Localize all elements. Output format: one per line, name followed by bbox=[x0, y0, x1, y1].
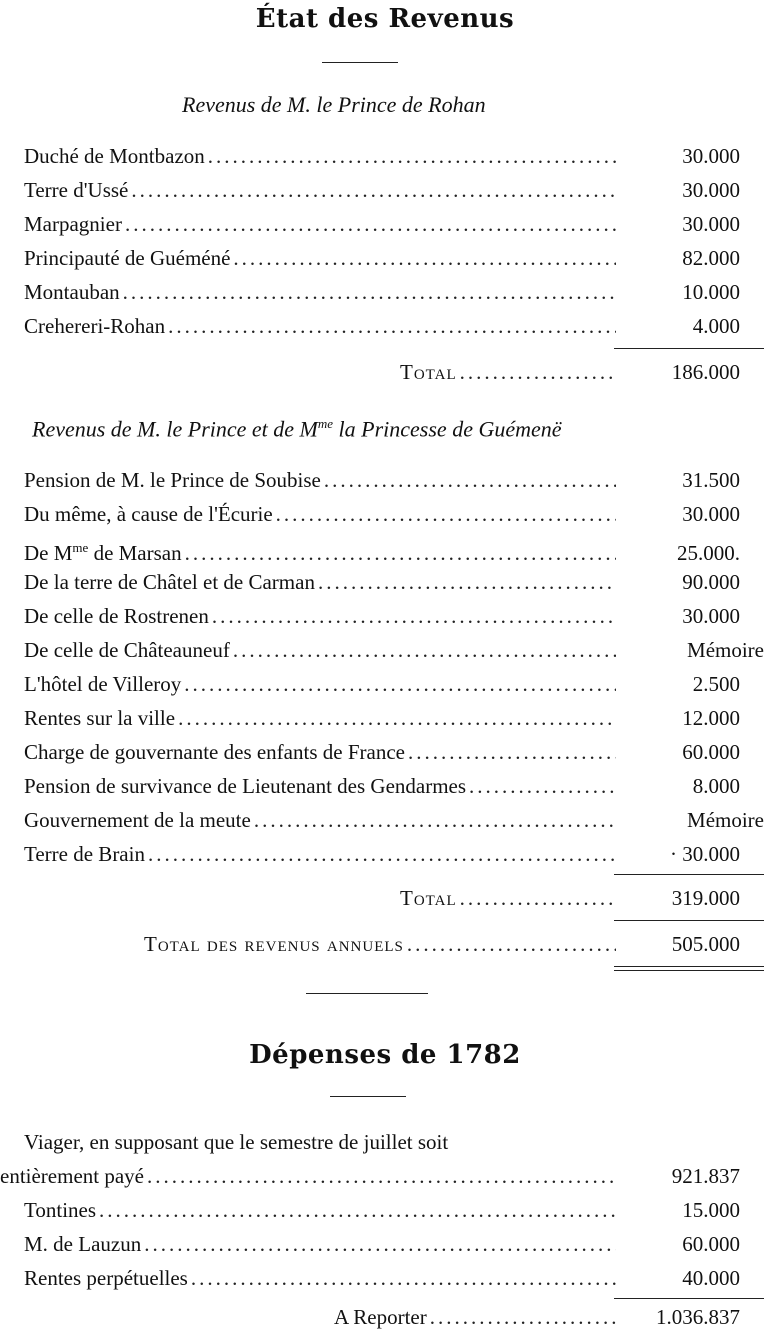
item-amount: Mémoire bbox=[687, 808, 764, 832]
item-amount: 2.500 bbox=[692, 672, 740, 696]
item-amount: 30.000 bbox=[682, 502, 740, 526]
item-label: De la terre de Châtel et de Carman bbox=[24, 570, 315, 594]
list-item bbox=[24, 498, 740, 530]
heading-sup: me bbox=[317, 416, 334, 431]
depenses-intro: Viager, en supposant que le semestre de juillet soit bbox=[24, 1130, 449, 1154]
item-label bbox=[24, 532, 182, 569]
sum-rule bbox=[614, 1298, 764, 1299]
item-label: Terre de Brain bbox=[24, 842, 145, 866]
dot-leader bbox=[469, 770, 616, 802]
list-item bbox=[24, 634, 764, 666]
total-amount: 186.000 bbox=[671, 360, 740, 384]
total-label: Total bbox=[400, 360, 457, 384]
double-rule bbox=[614, 966, 764, 971]
label-sup: me bbox=[72, 540, 89, 555]
heading-part: Revenus de M. le Prince et de M bbox=[32, 416, 318, 442]
item-amount: 30.000 bbox=[682, 604, 740, 628]
item-label: M. de Lauzun bbox=[24, 1232, 142, 1256]
item-amount: Mémoire bbox=[687, 638, 764, 662]
dot-leader bbox=[178, 702, 616, 734]
item-amount: 60.000 bbox=[682, 740, 740, 764]
item-label: Marpagnier bbox=[24, 212, 122, 236]
dot-leader bbox=[168, 310, 616, 342]
item-amount: 12.000 bbox=[682, 706, 740, 730]
dot-leader bbox=[460, 356, 616, 388]
item-amount: 921.837 bbox=[671, 1164, 740, 1188]
list-item bbox=[24, 140, 740, 172]
sum-rule bbox=[614, 874, 764, 875]
item-label: De celle de Châteauneuf bbox=[24, 638, 230, 662]
item-amount: 60.000 bbox=[682, 1232, 740, 1256]
list-item bbox=[24, 310, 740, 342]
item-label: Montauban bbox=[24, 280, 120, 304]
depenses-title: Dépenses de 1782 bbox=[249, 1040, 521, 1070]
dot-leader bbox=[185, 537, 616, 569]
item-amount: 25.000. bbox=[677, 541, 740, 565]
dot-leader bbox=[184, 668, 616, 700]
list-item bbox=[0, 1160, 740, 1192]
dot-leader bbox=[408, 736, 616, 768]
item-amount: · 30.000 bbox=[670, 842, 740, 866]
item-label: Crehereri-Rohan bbox=[24, 314, 166, 338]
list-item bbox=[24, 1194, 740, 1226]
item-amount: 30.000 bbox=[682, 178, 740, 202]
dot-leader bbox=[99, 1194, 616, 1226]
list-item bbox=[24, 838, 740, 870]
item-label: Pension de survivance de Lieutenant des Gendarmes bbox=[24, 774, 467, 798]
grand-total-label: Total des revenus annuels bbox=[144, 932, 404, 956]
list-item bbox=[24, 1262, 740, 1294]
item-label: entièrement payé bbox=[0, 1164, 145, 1188]
item-amount: 90.000 bbox=[682, 570, 740, 594]
dot-leader bbox=[191, 1262, 616, 1294]
grand-total-amount: 505.000 bbox=[671, 932, 740, 956]
report-amount: 1.036.837 bbox=[656, 1305, 740, 1329]
dot-leader bbox=[212, 600, 616, 632]
list-item bbox=[24, 600, 740, 632]
item-label: Principauté de Guéméné bbox=[24, 246, 231, 270]
revenus-title: État des Revenus bbox=[255, 4, 515, 34]
dot-leader bbox=[460, 882, 616, 914]
item-amount: 31.500 bbox=[682, 468, 740, 492]
item-label: Terre d'Ussé bbox=[24, 178, 129, 202]
item-label: Pension de M. le Prince de Soubise bbox=[24, 468, 321, 492]
dot-leader bbox=[430, 1301, 616, 1333]
list-item bbox=[24, 736, 740, 768]
title-rule bbox=[330, 1096, 406, 1097]
dot-leader bbox=[233, 242, 616, 274]
sum-rule bbox=[614, 348, 764, 349]
dot-leader bbox=[233, 634, 616, 666]
item-label: De celle de Rostrenen bbox=[24, 604, 209, 628]
list-item bbox=[24, 532, 740, 564]
dot-leader bbox=[324, 464, 616, 496]
dot-leader bbox=[131, 174, 616, 206]
dot-leader bbox=[407, 928, 616, 960]
list-item bbox=[24, 770, 740, 802]
section2-heading bbox=[32, 416, 562, 442]
dot-leader bbox=[318, 566, 616, 598]
list-item bbox=[24, 242, 740, 274]
list-item bbox=[24, 566, 740, 598]
item-label: Rentes sur la ville bbox=[24, 706, 176, 730]
heading-part: la Princesse de Guémenë bbox=[333, 416, 562, 442]
item-amount: 8.000 bbox=[692, 774, 740, 798]
item-amount: 10.000 bbox=[682, 280, 740, 304]
item-label: Du même, à cause de l'Écurie bbox=[24, 502, 273, 526]
dot-leader bbox=[148, 838, 616, 870]
list-item bbox=[24, 668, 740, 700]
section1-total-row bbox=[400, 356, 740, 388]
section-separator bbox=[306, 993, 428, 994]
item-label: Duché de Montbazon bbox=[24, 144, 205, 168]
section1-heading: Revenus de M. le Prince de Rohan bbox=[182, 92, 486, 117]
item-label: L'hôtel de Villeroy bbox=[24, 672, 182, 696]
dot-leader bbox=[147, 1160, 616, 1192]
report-row bbox=[334, 1301, 740, 1333]
item-amount: 30.000 bbox=[682, 212, 740, 236]
list-item bbox=[24, 208, 740, 240]
title-rule bbox=[322, 62, 398, 63]
item-label: Gouvernement de la meute bbox=[24, 808, 251, 832]
item-amount: 15.000 bbox=[682, 1198, 740, 1222]
list-item bbox=[24, 702, 740, 734]
item-label: Charge de gouvernante des enfants de France bbox=[24, 740, 405, 764]
grand-total-row bbox=[144, 928, 740, 960]
dot-leader bbox=[144, 1228, 616, 1260]
list-item bbox=[24, 804, 764, 836]
section2-total-row bbox=[400, 882, 740, 914]
dot-leader bbox=[276, 498, 616, 530]
item-label: Tontines bbox=[24, 1198, 97, 1222]
list-item bbox=[24, 174, 740, 206]
total-label: Total bbox=[400, 886, 457, 910]
list-item bbox=[24, 464, 740, 496]
item-amount: 4.000 bbox=[692, 314, 740, 338]
item-amount: 40.000 bbox=[682, 1266, 740, 1290]
item-amount: 30.000 bbox=[682, 144, 740, 168]
item-label: Rentes perpétuelles bbox=[24, 1266, 188, 1290]
dot-leader bbox=[208, 140, 616, 172]
label-part: de Marsan bbox=[88, 541, 182, 565]
dot-leader bbox=[254, 804, 616, 836]
report-label: A Reporter bbox=[334, 1305, 427, 1329]
dot-leader bbox=[125, 208, 616, 240]
list-item bbox=[24, 276, 740, 308]
sum-rule bbox=[614, 920, 764, 921]
item-amount: 82.000 bbox=[682, 246, 740, 270]
dot-leader bbox=[123, 276, 616, 308]
total-amount: 319.000 bbox=[671, 886, 740, 910]
label-part: De M bbox=[24, 541, 73, 565]
list-item bbox=[24, 1228, 740, 1260]
